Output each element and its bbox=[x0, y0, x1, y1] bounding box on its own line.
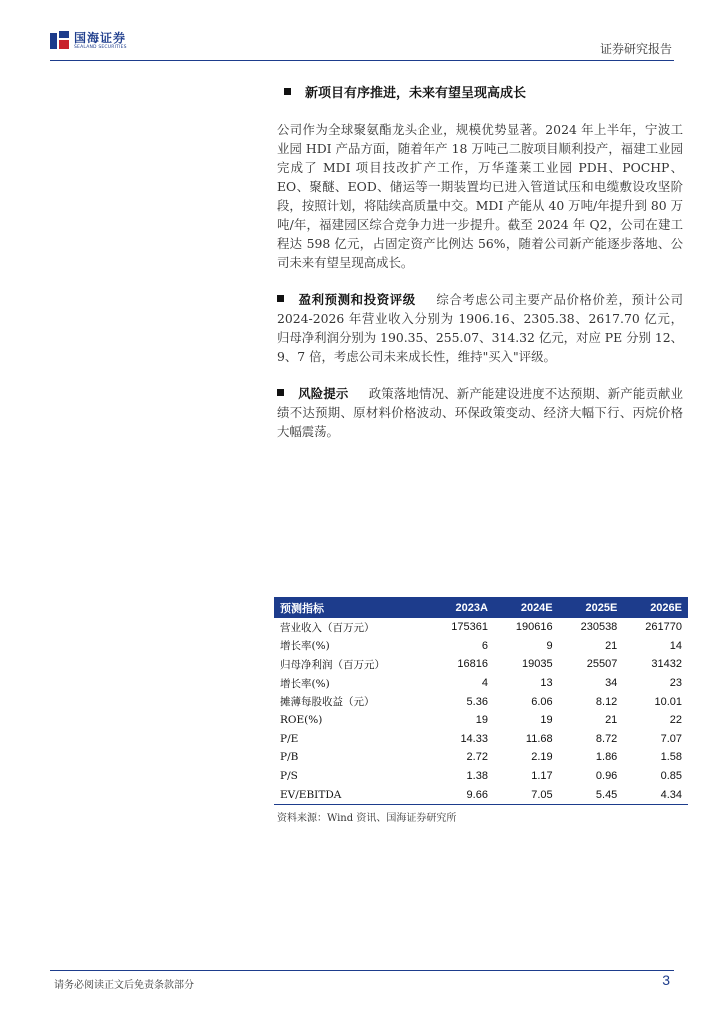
table-header-cell: 2023A bbox=[429, 597, 494, 618]
forecast-label: 盈利预测和投资评级 bbox=[298, 292, 416, 307]
section-paragraph: 公司作为全球聚氨酯龙头企业，规模优势显著。2024 年上半年，宁波工业园 HDI 产品方面，随着年产 18 万吨己二胺项目顺利投产，福建工业园完成了 MDI 项目技改扩产工作，万华蓬莱工业园 PDH、POCHP、EO、聚醚、EOD、储运等一期装置均已进入管道试压和电缆敷设攻坚阶段，按照计划，将陆续高质量中交。MDI 产能从 40 万吨/年提升到 80 万吨/年，福建园区综合竞争力进一步提升。截至 2024 年 Q2，公司在建工程达 598 亿元，占固定资产比例达 56%，随着公司新产能逐步落地、公司未来有望呈现高成长。 bbox=[277, 122, 683, 270]
table-cell: 13 bbox=[540, 677, 553, 690]
table-cell: 31432 bbox=[651, 658, 682, 671]
table-cell: 34 bbox=[605, 677, 618, 690]
table-row bbox=[274, 785, 688, 804]
table-cell: 1.17 bbox=[531, 770, 553, 783]
table-row-label: 增长率(%) bbox=[280, 677, 330, 690]
table-cell: 21 bbox=[605, 714, 618, 727]
table-cell: 6 bbox=[481, 639, 488, 652]
table-cell: 4 bbox=[481, 677, 488, 690]
table-cell: 4.34 bbox=[623, 785, 688, 804]
square-bullet-icon bbox=[277, 295, 284, 302]
table-row-label: 营业收入（百万元） bbox=[280, 621, 375, 634]
table-cell: 14.33 bbox=[460, 732, 488, 745]
table-cell: 230538 bbox=[580, 621, 618, 634]
risk-paragraph bbox=[277, 384, 683, 441]
table-row bbox=[274, 674, 688, 693]
table-cell: 5.36 bbox=[466, 695, 488, 708]
table-cell: 11.68 bbox=[525, 732, 553, 745]
table-header-row bbox=[274, 597, 688, 618]
table-cell: 10.01 bbox=[654, 695, 682, 708]
table-cell: 0.96 bbox=[595, 770, 618, 783]
table-header-cell: 2024E bbox=[494, 597, 559, 618]
table-header-cell: 2026E bbox=[623, 597, 688, 618]
table-cell: 9.66 bbox=[429, 785, 494, 804]
table-row-label: 增长率(%) bbox=[280, 640, 330, 653]
table-cell: 19 bbox=[475, 714, 488, 727]
square-bullet-icon bbox=[277, 389, 284, 396]
table-cell: 16816 bbox=[457, 658, 488, 671]
table-cell: 1.86 bbox=[595, 751, 618, 764]
table-source-note: 资料来源：Wind 资讯、国海证券研究所 bbox=[277, 813, 457, 824]
header-divider bbox=[50, 60, 674, 61]
table-row bbox=[274, 711, 688, 730]
table-row bbox=[274, 637, 688, 656]
table-cell: 0.85 bbox=[660, 770, 682, 783]
table-row-label: P/E bbox=[280, 732, 299, 745]
table-cell: 19035 bbox=[522, 658, 553, 671]
forecast-text: 综合考虑公司主要产品价格价差，预计公司 2024-2026 年营业收入分别为 1906.16、2305.38、2617.70 亿元，归母净利润分别为 190.35、255.07、314.32 亿元，对应 PE 分别 12、9、7 倍，考虑公司未来成长性，维持"买入"评级。 bbox=[277, 292, 684, 364]
table-cell: 2.72 bbox=[466, 751, 488, 764]
forecast-paragraph bbox=[277, 290, 683, 366]
table-row bbox=[274, 748, 688, 767]
section-heading bbox=[284, 82, 526, 101]
footer-divider bbox=[50, 970, 674, 971]
table-cell: 175361 bbox=[451, 621, 488, 634]
forecast-table bbox=[274, 597, 688, 805]
logo-name-en: SEALAND SECURITIES bbox=[74, 44, 127, 50]
table-cell: 5.45 bbox=[559, 785, 624, 804]
table-row-label: 摊薄每股收益（元） bbox=[280, 696, 375, 709]
risk-text: 政策落地情况、新产能建设进度不达预期、新产能贡献业绩不达预期、原材料价格波动、环保政策变动、经济大幅下行、丙烷价格大幅震荡。 bbox=[277, 386, 684, 439]
logo-mark-icon bbox=[50, 31, 70, 51]
table-header-cell: 预测指标 bbox=[274, 597, 429, 618]
table-row-label: ROE(%) bbox=[280, 714, 323, 727]
risk-label: 风险提示 bbox=[298, 386, 349, 401]
table-row-label: P/S bbox=[280, 770, 298, 783]
report-type-label: 证券研究报告 bbox=[599, 42, 672, 56]
table-cell: 261770 bbox=[645, 621, 682, 634]
square-bullet-icon bbox=[284, 88, 291, 95]
table-cell: 8.72 bbox=[595, 732, 618, 745]
table-row bbox=[274, 767, 688, 786]
table-row bbox=[274, 692, 688, 711]
section-heading-text: 新项目有序推进，未来有望呈现高成长 bbox=[305, 86, 527, 101]
logo-name-cn: 国海证券 bbox=[74, 30, 127, 45]
table-cell: 7.07 bbox=[660, 732, 682, 745]
table-cell: 1.58 bbox=[660, 751, 682, 764]
table-cell: 6.06 bbox=[531, 695, 553, 708]
page-number: 3 bbox=[662, 972, 670, 988]
page-header bbox=[0, 0, 724, 62]
table-cell: 9 bbox=[546, 639, 553, 652]
table-cell: 14 bbox=[669, 639, 682, 652]
table-row-label: 归母净利润（百万元） bbox=[280, 658, 385, 671]
table-cell: 21 bbox=[605, 639, 618, 652]
company-logo bbox=[50, 30, 127, 52]
table-cell: 25507 bbox=[586, 658, 618, 671]
table-header-cell: 2025E bbox=[559, 597, 624, 618]
table-cell: 7.05 bbox=[494, 785, 559, 804]
table-cell: 23 bbox=[669, 677, 682, 690]
table-cell: 1.38 bbox=[466, 770, 488, 783]
footer-disclaimer: 请务必阅读正文后免责条款部分 bbox=[54, 980, 194, 991]
table-cell: 190616 bbox=[515, 621, 553, 634]
table-cell: 19 bbox=[540, 714, 553, 727]
table-row bbox=[274, 655, 688, 674]
table-row bbox=[274, 730, 688, 749]
table-cell: 22 bbox=[669, 714, 682, 727]
table-row bbox=[274, 618, 688, 637]
table-row-label: EV/EBITDA bbox=[274, 785, 429, 804]
table-row-label: P/B bbox=[280, 751, 299, 764]
table-cell: 2.19 bbox=[531, 751, 553, 764]
table-cell: 8.12 bbox=[595, 695, 618, 708]
